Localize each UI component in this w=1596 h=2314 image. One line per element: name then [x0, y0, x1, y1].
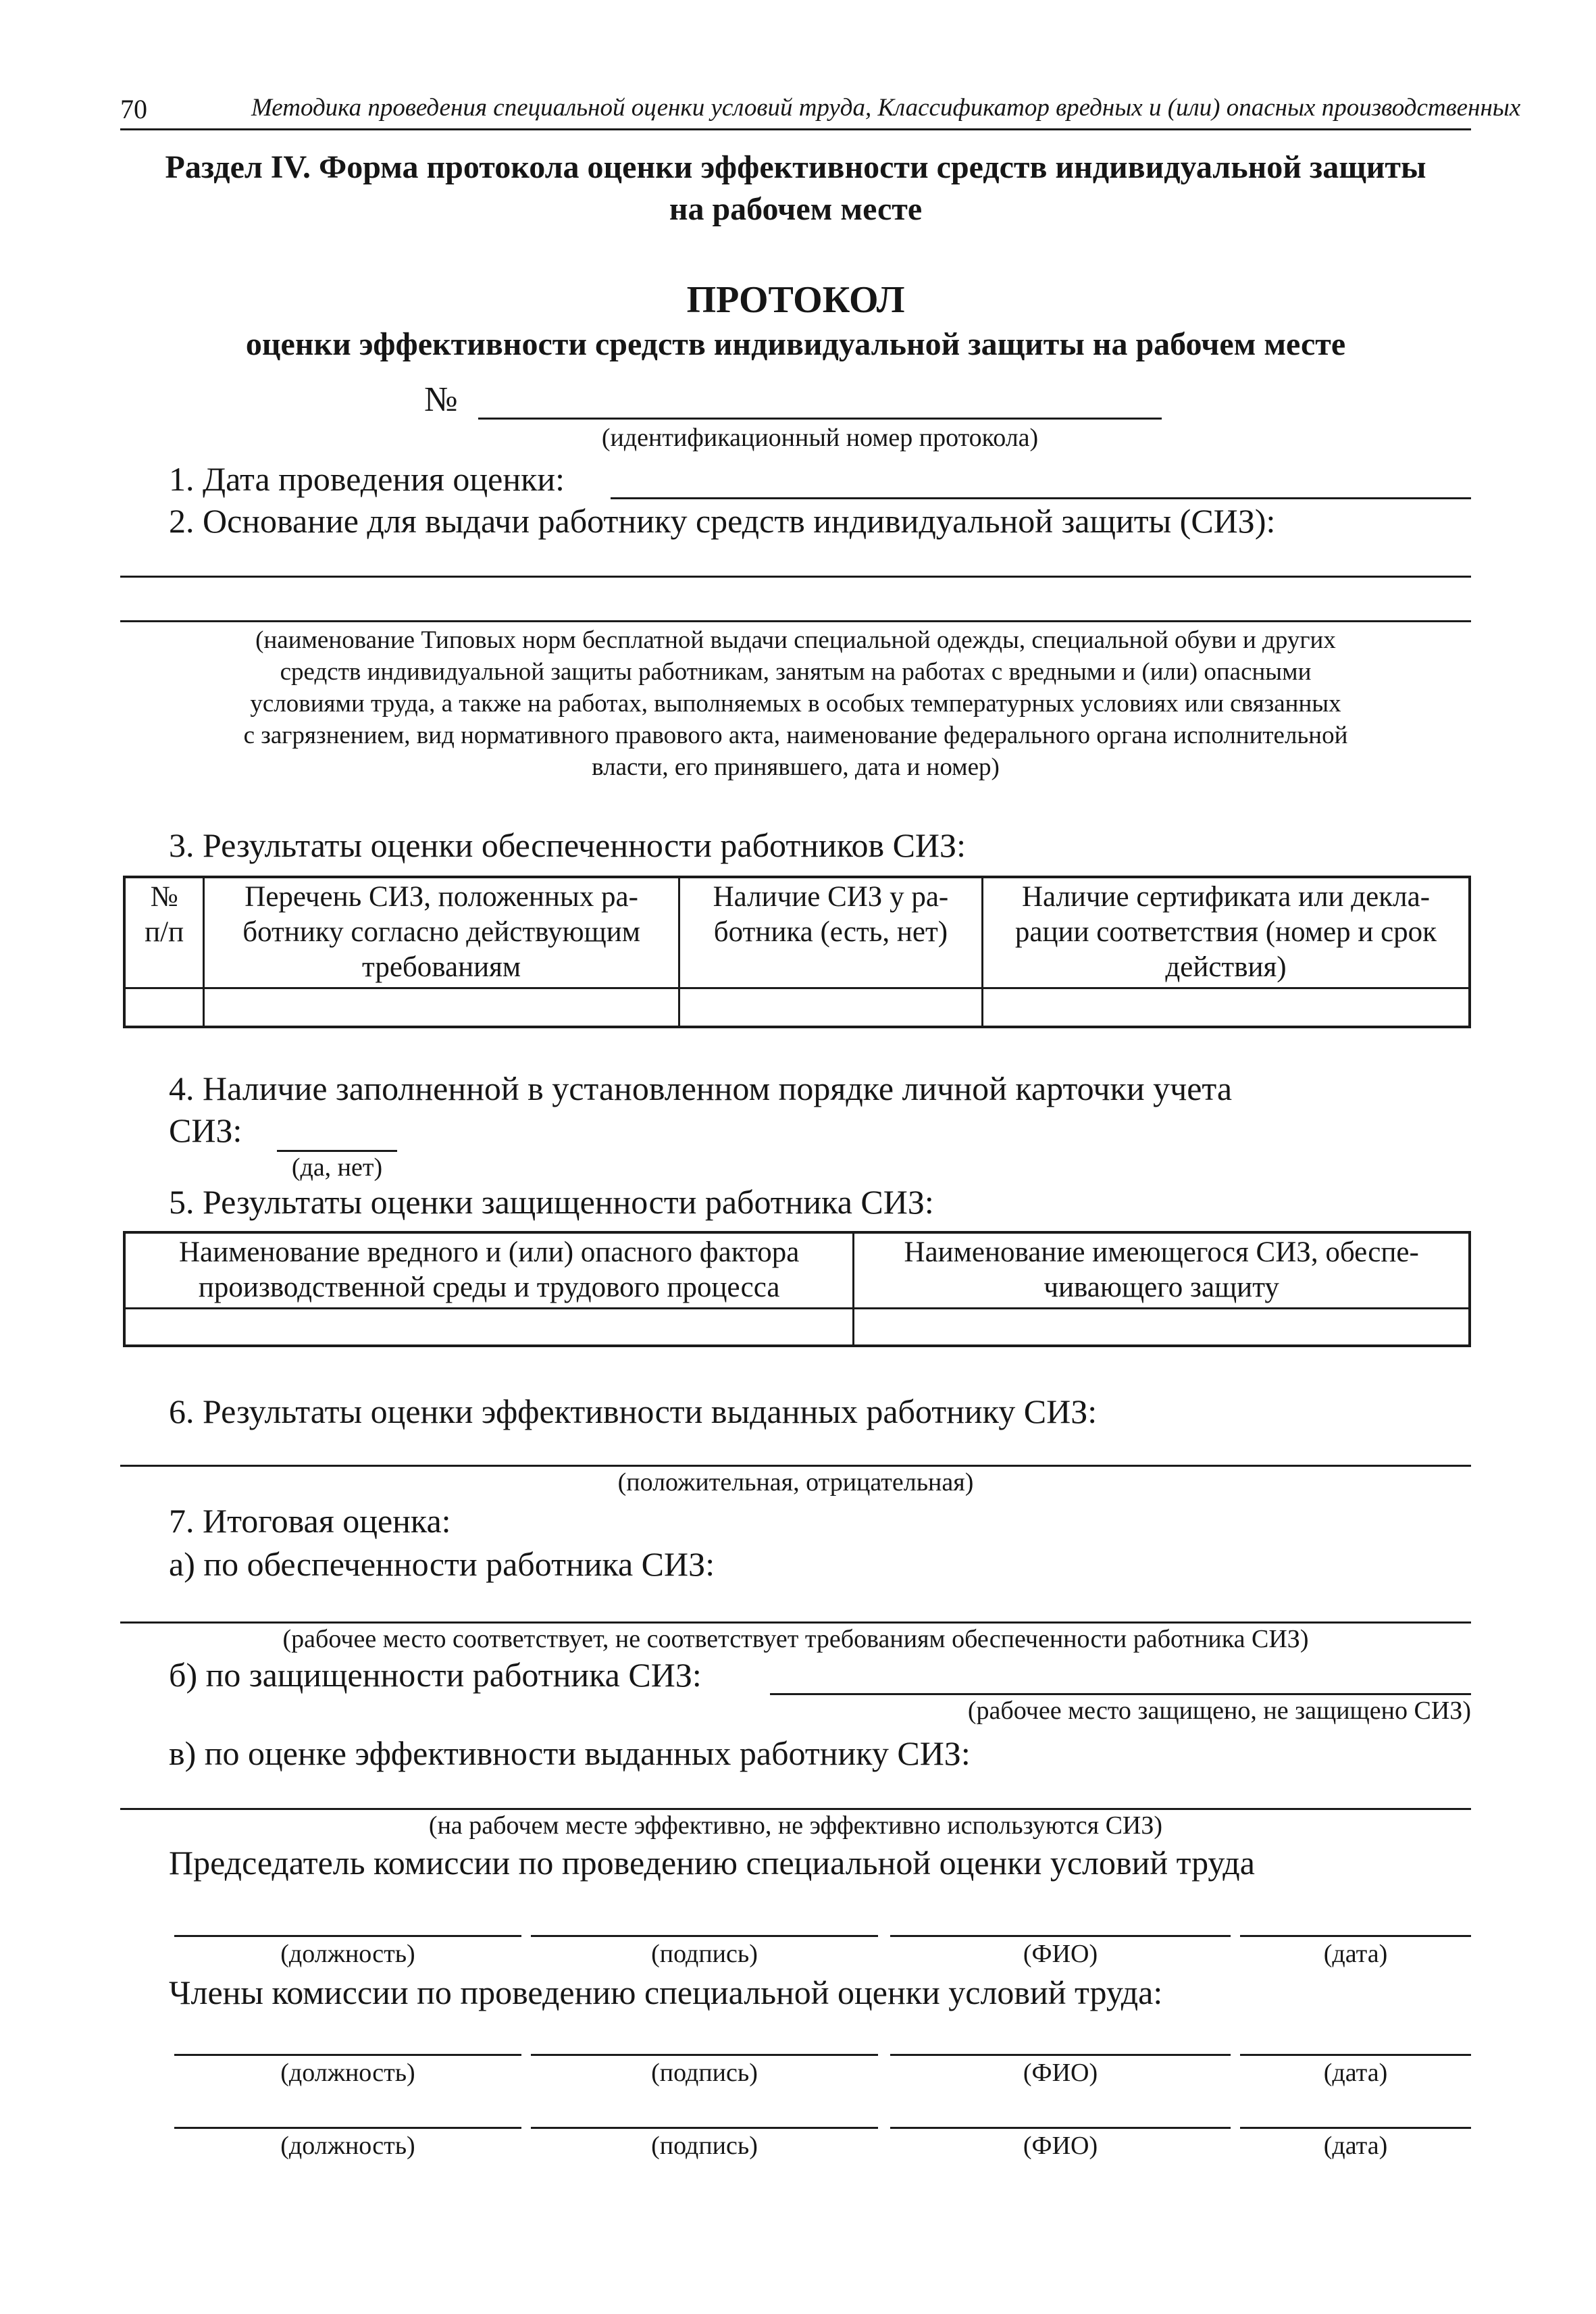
section-title-line1: Раздел IV. Форма протокола оценки эффективности средств индивидуальной защиты	[165, 149, 1426, 185]
member2-position-line	[174, 2127, 521, 2129]
table-cell[interactable]	[124, 1308, 854, 1346]
member2-signature-caption: (подпись)	[651, 2132, 758, 2160]
item7a-caption: (рабочее место соответствует, не соответствует требованиям обеспеченности работника СИЗ)	[282, 1625, 1309, 1653]
protocol-number-label: №	[424, 380, 458, 419]
chairman-date-caption: (дата)	[1323, 1940, 1388, 1968]
member1-position-line	[174, 2054, 521, 2056]
table-header-row	[124, 877, 1470, 988]
member1-date-caption: (дата)	[1323, 2059, 1388, 2087]
member1-signature-line	[531, 2054, 878, 2056]
table-cell[interactable]	[854, 1308, 1470, 1346]
member1-name-line	[890, 2054, 1231, 2056]
item7a-line	[120, 1621, 1471, 1624]
member1-position-caption: (должность)	[280, 2059, 415, 2087]
item2-label: 2. Основание для выдачи работнику средств индивидуальной защиты (СИЗ):	[169, 502, 1276, 540]
item2-caption-line: условиями труда, а также на работах, выполняемых в особых температурных условиях или связанных	[250, 690, 1341, 718]
header-cell-hazard-factor: Наименование вредного и (или) опасного фактора производственной среды и трудового процесса	[124, 1232, 854, 1308]
header-cell-ppe-availability: Наличие СИЗ у ра- ботника (есть, нет)	[679, 877, 982, 988]
member1-signature-caption: (подпись)	[651, 2059, 758, 2087]
table-row	[124, 988, 1470, 1027]
item7c-line	[120, 1808, 1471, 1810]
item7c-label: в) по оценке эффективности выданных работнику СИЗ:	[169, 1734, 971, 1772]
item2-caption-line: с загрязнением, вид нормативного правового акта, наименование федерального органа исполнительной	[243, 722, 1348, 749]
member1-name-caption: (ФИО)	[1023, 2059, 1098, 2087]
member2-name-caption: (ФИО)	[1023, 2132, 1098, 2160]
member1-date-line	[1240, 2054, 1471, 2056]
header-cell-certificate: Наличие сертификата или декла- рации соответствия (номер и срок действия)	[982, 877, 1470, 988]
item7c-caption: (на рабочем месте эффективно, не эффективно используются СИЗ)	[428, 1811, 1163, 1840]
protocol-number-line	[478, 418, 1162, 420]
item7a-label: а) по обеспеченности работника СИЗ:	[169, 1545, 715, 1583]
item7b-label: б) по защищенности работника СИЗ:	[169, 1656, 702, 1694]
item6-caption: (положительная, отрицательная)	[617, 1468, 974, 1496]
provision-table	[123, 876, 1471, 1028]
member2-date-line	[1240, 2127, 1471, 2129]
member2-date-caption: (дата)	[1323, 2132, 1388, 2160]
item2-caption-line: власти, его принявшего, дата и номер)	[592, 753, 1000, 781]
item3-label: 3. Результаты оценки обеспеченности работников СИЗ:	[169, 826, 966, 864]
table-header-row	[124, 1232, 1470, 1308]
chairman-signature-caption: (подпись)	[651, 1940, 758, 1968]
table-cell[interactable]	[982, 988, 1470, 1027]
header-cell-ppe-list: Перечень СИЗ, положенных ра- ботнику согласно действующим требованиям	[204, 877, 679, 988]
chairman-name-line	[890, 1935, 1231, 1937]
item2-caption-line: средств индивидуальной защиты работникам, занятым на работах с вредными и (или) опасными	[280, 658, 1312, 686]
item2-line1	[120, 576, 1471, 578]
item4-caption: (да, нет)	[291, 1153, 383, 1182]
member2-name-line	[890, 2127, 1231, 2129]
chairman-position-caption: (должность)	[280, 1940, 415, 1968]
table-cell[interactable]	[124, 988, 204, 1027]
item6-line	[120, 1465, 1471, 1467]
chairman-date-line	[1240, 1935, 1471, 1937]
item1-date-line	[611, 497, 1471, 499]
member2-position-caption: (должность)	[280, 2132, 415, 2160]
header-cell-available-ppe: Наименование имеющегося СИЗ, обеспе- чивающего защиту	[854, 1232, 1470, 1308]
item2-caption-line: (наименование Типовых норм бесплатной выдачи специальной одежды, специальной обуви и других	[255, 626, 1336, 654]
chairman-label: Председатель комиссии по проведению специальной оценки условий труда	[169, 1844, 1255, 1882]
item1-label: 1. Дата проведения оценки:	[169, 460, 565, 498]
item7b-line	[770, 1693, 1471, 1695]
item2-caption	[120, 624, 1471, 783]
item4-label-line2: СИЗ:	[169, 1111, 242, 1149]
running-title: Методика проведения специальной оценки условий труда, Классификатор вредных и (или) опасных производственных	[251, 94, 1521, 122]
table-cell[interactable]	[204, 988, 679, 1027]
item2-line2	[120, 620, 1471, 622]
item7-label: 7. Итоговая оценка:	[169, 1502, 451, 1540]
chairman-signature-line	[531, 1935, 878, 1937]
header-rule	[120, 128, 1471, 130]
item4-label-line1: 4. Наличие заполненной в установленном порядке личной карточки учета	[169, 1070, 1233, 1107]
protocol-subtitle: оценки эффективности средств индивидуальной защиты на рабочем месте	[245, 326, 1346, 362]
table-cell[interactable]	[679, 988, 982, 1027]
chairman-position-line	[174, 1935, 521, 1937]
item5-label: 5. Результаты оценки защищенности работника СИЗ:	[169, 1183, 934, 1221]
protocol-title: ПРОТОКОЛ	[686, 279, 905, 321]
header-cell-number: № п/п	[124, 877, 204, 988]
member2-signature-line	[531, 2127, 878, 2129]
section-title-line2: на рабочем месте	[669, 191, 923, 227]
members-label: Члены комиссии по проведению специальной оценки условий труда:	[169, 1973, 1163, 2011]
item6-label: 6. Результаты оценки эффективности выданных работнику СИЗ:	[169, 1392, 1098, 1430]
table-row	[124, 1308, 1470, 1346]
item4-answer-line	[277, 1150, 397, 1152]
protection-table	[123, 1231, 1471, 1347]
chairman-name-caption: (ФИО)	[1023, 1940, 1098, 1968]
protocol-number-caption: (идентификационный номер протокола)	[601, 424, 1039, 452]
item7b-caption: (рабочее место защищено, не защищено СИЗ)	[967, 1696, 1471, 1725]
page-number: 70	[120, 94, 147, 124]
